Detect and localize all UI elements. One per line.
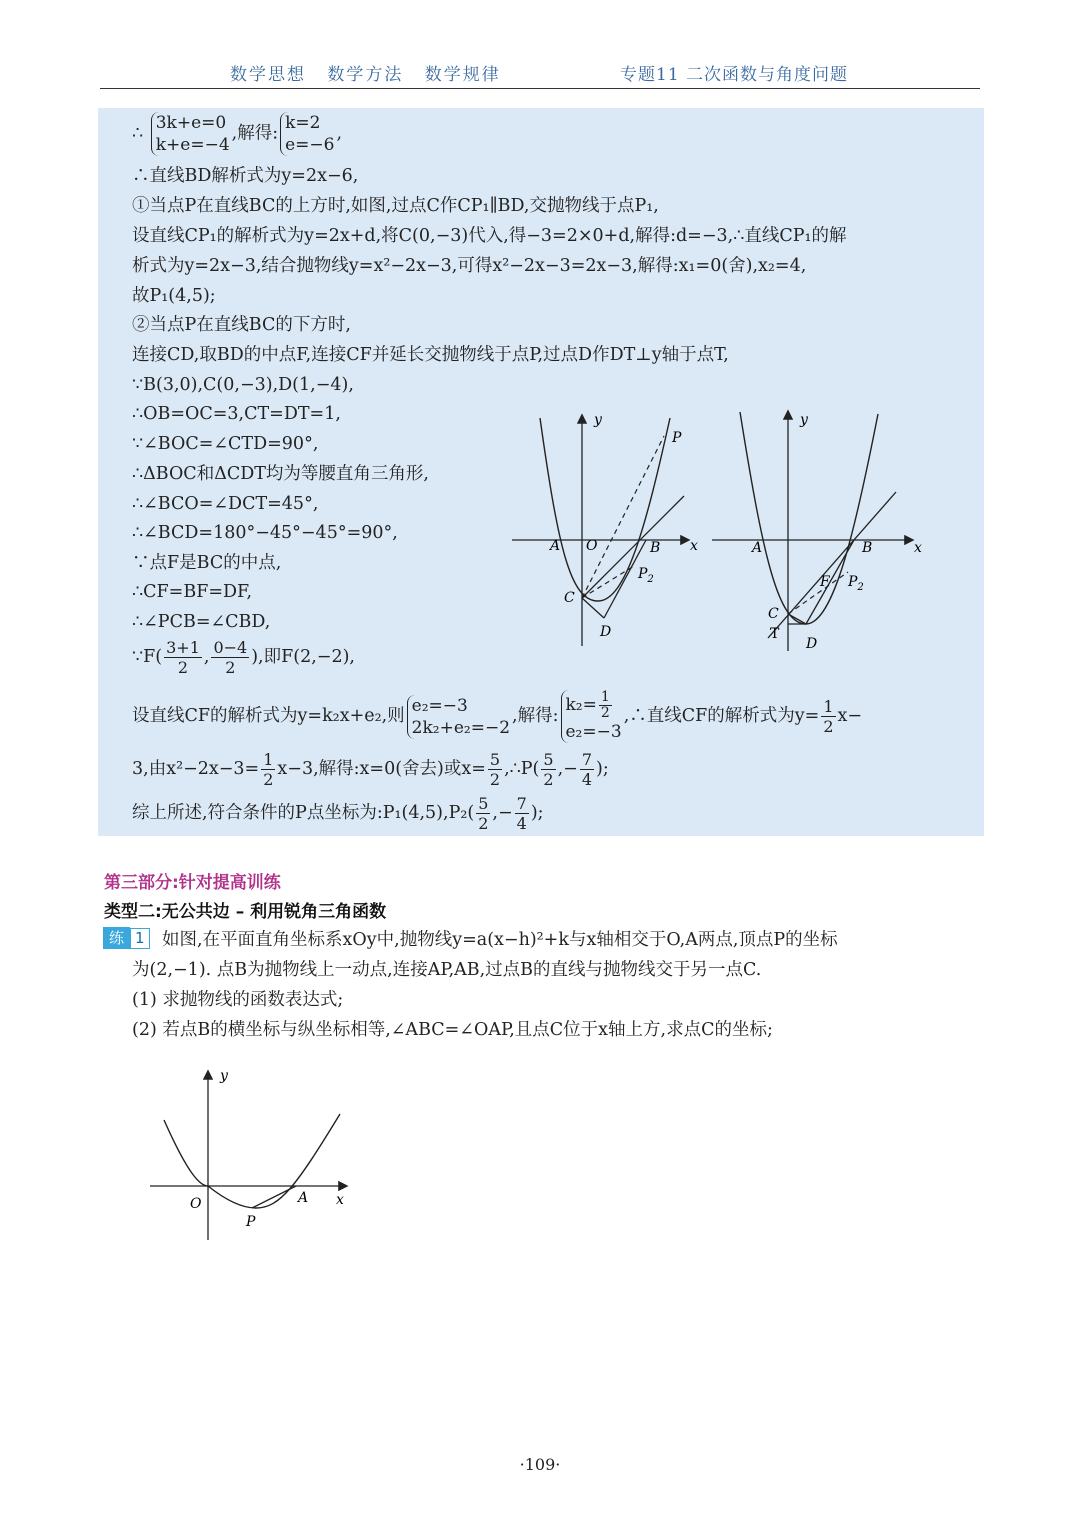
system-row: e₂=−3 <box>565 722 622 742</box>
fraction <box>476 794 490 833</box>
practice-badge <box>103 927 150 949</box>
system-row: 3k+e=0 <box>155 113 227 133</box>
header-right-text: 专题11 二次函数与角度问题 <box>620 65 849 85</box>
solution-line-20 <box>132 750 609 789</box>
part-title: 第三部分:针对提高训练 <box>104 873 281 893</box>
system-row: e₂=−3 <box>411 695 468 716</box>
solution-line-19 <box>132 690 862 743</box>
text: x− <box>837 706 863 726</box>
solution-line-4: 设直线CP₁的解析式为y=2x+d,将C(0,−3)代入,得−3=2×0+d,解得:d=−3,∴直线CP₁的解 <box>132 226 847 246</box>
system-row: k+e=−4 <box>155 135 230 155</box>
numerator: 5 <box>543 750 554 769</box>
question-line-4: (2) 若点B的横坐标与纵坐标相等,∠ABC=∠OAP,且点C位于x轴上方,求点C的坐标; <box>132 1020 773 1040</box>
figure-1-parabola <box>508 406 708 656</box>
header-left-text: 数学思想 数学方法 数学规律 <box>230 65 501 85</box>
label-y: y <box>220 1068 228 1084</box>
label-d: D <box>600 624 612 640</box>
solution-line-2: ∴直线BD解析式为y=2x−6, <box>132 166 359 186</box>
figure-3-parabola <box>140 1062 370 1252</box>
solution-line-21 <box>132 794 544 833</box>
line-bd <box>806 540 854 624</box>
text: ,∴P( <box>504 759 540 779</box>
label-c: C <box>768 606 779 622</box>
numerator: 7 <box>516 794 527 813</box>
figure-2-parabola <box>708 406 928 656</box>
line-bc <box>768 492 896 638</box>
solution-line-10: ∴OB=OC=3,CT=DT=1, <box>132 404 341 424</box>
fraction <box>488 750 502 789</box>
system-row: e=−6 <box>285 135 335 155</box>
solution-box <box>98 108 984 836</box>
solution-line-1 <box>132 112 342 156</box>
label-b: B <box>650 540 661 556</box>
label-p2: $P_2$ <box>638 566 654 585</box>
system-row: 2k₂+e₂=−2 <box>411 717 511 738</box>
text: k₂= <box>565 695 597 715</box>
system-row: k=2 <box>285 113 321 133</box>
therefore-symbol: ∴ <box>132 123 144 144</box>
badge-number: 1 <box>130 928 150 949</box>
denominator: 2 <box>489 770 501 789</box>
fraction <box>541 750 555 789</box>
text: ,解得: <box>231 123 279 144</box>
text: ∵F( <box>132 647 163 667</box>
parabola <box>164 1114 340 1208</box>
denominator: 2 <box>600 705 610 721</box>
text: ); <box>596 759 609 779</box>
numerator: 1 <box>823 697 834 716</box>
numerator: 5 <box>489 750 501 769</box>
solution-line-14: ∴∠BCD=180°−45°−45°=90°, <box>132 523 398 543</box>
solution-line-18: ∵F( $\frac{3+1}{2}$ , $\frac{0-4}{2}$ ),即F(2,−2), <box>132 638 355 677</box>
label-y: y <box>800 412 808 428</box>
solution-line-8: 连接CD,取BD的中点F,连接CF并延长交抛物线于点P,过点D作DT⊥y轴于点T, <box>132 345 729 365</box>
solution-line-3: ①当点P在直线BC的上方时,如图,过点C作CP₁∥BD,交抛物线于点P₁, <box>132 196 659 216</box>
text: x−3,解得:x=0(舍去)或x= <box>277 759 486 779</box>
solution-line-17: ∴∠PCB=∠CBD, <box>132 612 271 632</box>
label-o: O <box>190 1196 202 1212</box>
denominator: 2 <box>478 814 489 833</box>
fraction <box>164 638 202 677</box>
label-p: P <box>672 430 682 446</box>
solution-line-6: 故P₁(4,5); <box>132 286 216 306</box>
page-header <box>100 52 980 89</box>
text: 综上所述,符合条件的P点坐标为:P₁(4,5),P₂( <box>132 803 475 823</box>
type-title: 类型二:无公共边 – 利用锐角三角函数 <box>104 902 387 922</box>
equation-system-3 <box>407 695 510 739</box>
equation-system-2 <box>280 112 334 156</box>
page-number: ·109· <box>519 1455 561 1474</box>
label-x: x <box>690 538 698 554</box>
solution-line-12: ∴ΔBOC和ΔCDT均为等腰直角三角形, <box>132 464 429 484</box>
question-line-3: (1) 求抛物线的函数表达式; <box>132 990 344 1010</box>
numerator: 1 <box>600 689 610 705</box>
denominator: 2 <box>543 770 554 789</box>
label-t: T <box>770 626 780 642</box>
denominator: 4 <box>516 814 527 833</box>
text: ,∴直线CF的解析式为y= <box>623 706 820 726</box>
label-d: D <box>806 636 818 652</box>
solution-line-5: 析式为y=2x−3,结合抛物线y=x²−2x−3,可得x²−2x−3=2x−3,解得:x₁=0(舍),x₂=4, <box>132 256 807 276</box>
denominator: 2 <box>225 658 236 677</box>
denominator: 2 <box>263 770 274 789</box>
equation-system-4 <box>561 690 622 743</box>
solution-line-15: ∵点F是BC的中点, <box>132 553 282 573</box>
solution-line-16: ∴CF=BF=DF, <box>132 582 253 602</box>
numerator: 5 <box>478 794 489 813</box>
badge-label: 练 <box>103 927 130 949</box>
fraction <box>599 690 612 721</box>
line-cd <box>788 614 806 624</box>
label-o: O <box>586 538 598 554</box>
fraction <box>211 638 249 677</box>
text: ,− <box>557 759 578 779</box>
text: 3,由x²−2x−3= <box>132 759 260 779</box>
fraction <box>821 697 835 736</box>
denominator: 2 <box>823 717 834 736</box>
text: ),即F(2,−2), <box>251 647 355 667</box>
text: , <box>336 123 343 144</box>
fraction <box>261 750 275 789</box>
label-a: A <box>752 540 763 556</box>
question-line-1: 如图,在平面直角坐标系xOy中,抛物线y=a(x−h)²+k与x轴相交于O,A两点,顶点P的坐标 <box>162 930 838 950</box>
question-line-2: 为(2,−1). 点B为抛物线上一动点,连接AP,AB,过点B的直线与抛物线交于另一点C. <box>132 960 762 980</box>
solution-line-7: ②当点P在直线BC的下方时, <box>132 315 351 335</box>
text: 设直线CF的解析式为y=k₂x+e₂,则 <box>132 706 405 726</box>
denominator: 2 <box>177 658 189 677</box>
solution-line-9: ∵B(3,0),C(0,−3),D(1,−4), <box>132 375 354 395</box>
line-ap <box>252 1186 296 1208</box>
numerator: 3+1 <box>166 638 200 657</box>
solution-line-13: ∴∠BCO=∠DCT=45°, <box>132 494 319 514</box>
label-a: A <box>298 1190 309 1206</box>
numerator: 0−4 <box>213 638 248 657</box>
dashed-line-cp2 <box>582 566 634 598</box>
fraction <box>580 750 594 789</box>
label-a: A <box>550 538 561 554</box>
label-y: y <box>594 412 602 428</box>
text: ); <box>530 803 544 823</box>
label-b: B <box>862 540 873 556</box>
label-p: P <box>246 1214 256 1230</box>
label-f: F <box>820 574 830 590</box>
fraction <box>515 794 529 833</box>
text: ,− <box>492 803 513 823</box>
text: ,解得: <box>512 706 559 726</box>
label-c: C <box>564 590 575 606</box>
label-x: x <box>336 1192 344 1208</box>
label-p2: $P_2$ <box>848 574 864 593</box>
numerator: 1 <box>263 750 274 769</box>
solution-line-11: ∵∠BOC=∠CTD=90°, <box>132 434 319 454</box>
equation-system-1 <box>151 112 230 156</box>
label-x: x <box>914 540 922 556</box>
denominator: 4 <box>581 770 592 789</box>
numerator: 7 <box>581 750 592 769</box>
